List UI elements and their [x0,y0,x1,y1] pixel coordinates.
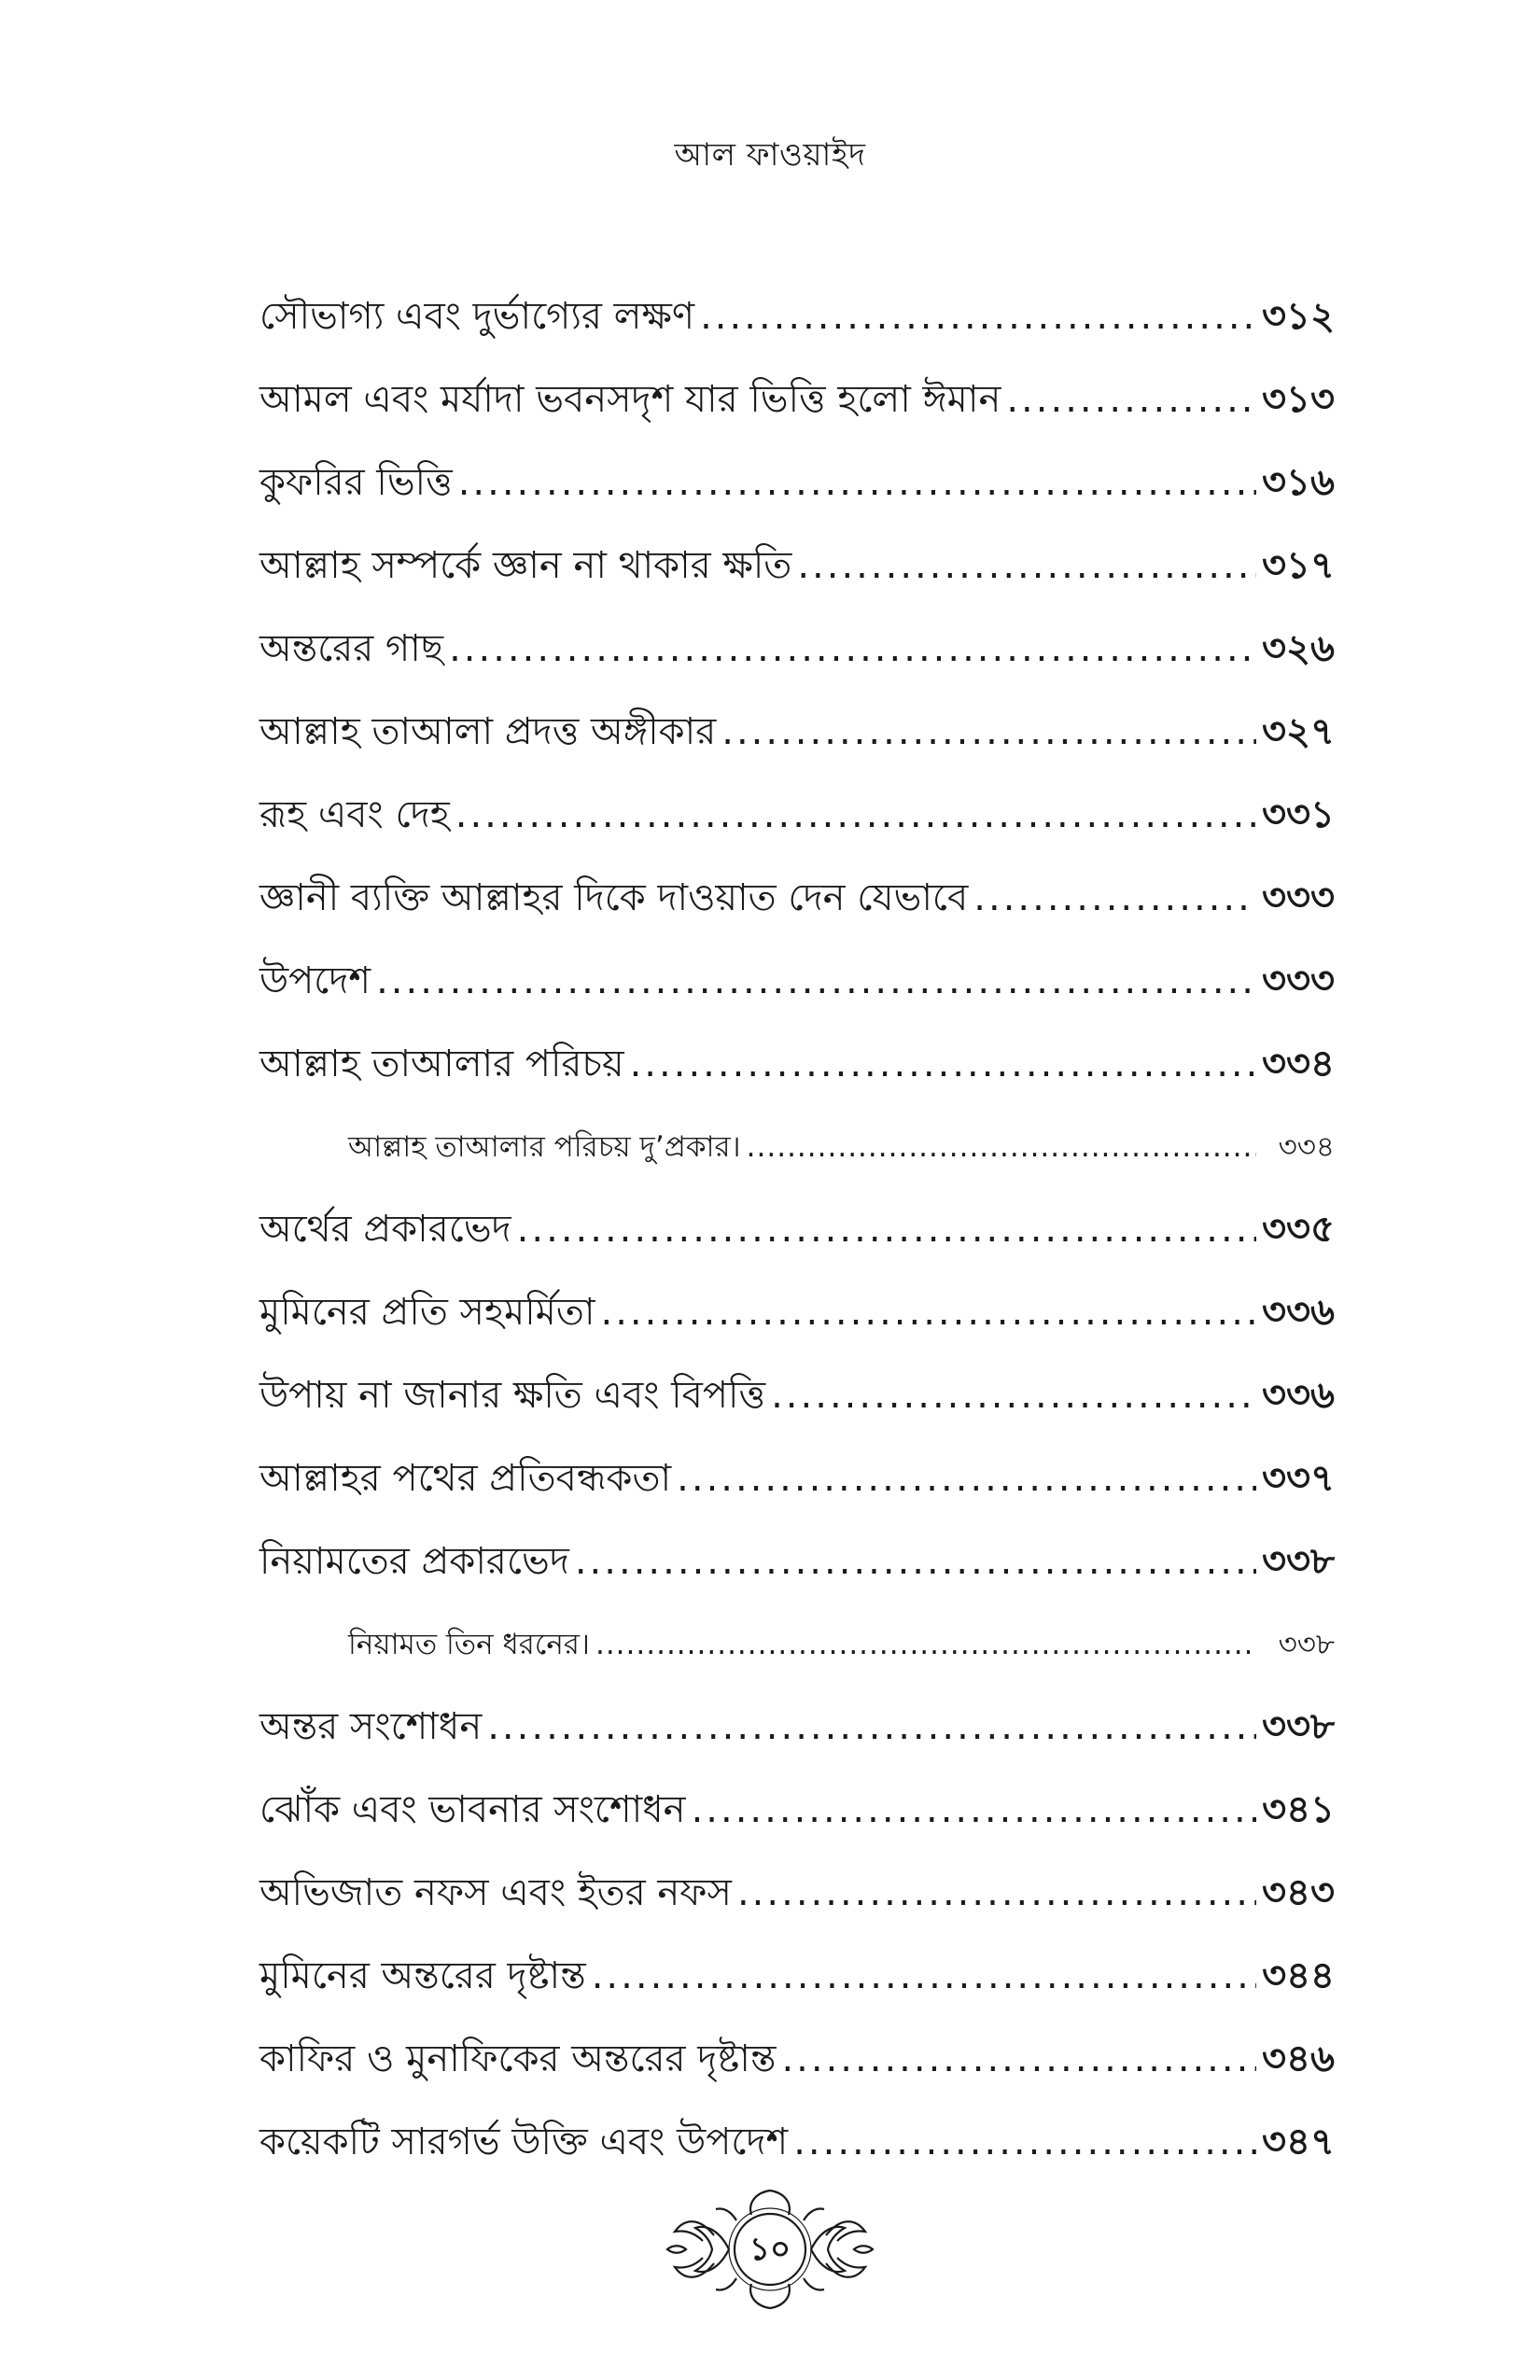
toc-entry[interactable] [259,2101,1335,2184]
dot-leader [487,1686,1256,1769]
toc-entry[interactable] [259,1354,1335,1437]
toc-entry[interactable] [259,940,1335,1023]
dot-leader [797,525,1256,608]
toc-entry-page-number: ৩৩৫ [1262,1208,1335,1251]
toc-entry-title: মুমিনের প্রতি সহমর্মিতা [259,1291,595,1334]
toc-entry[interactable] [259,1520,1335,1603]
toc-entry[interactable] [259,1686,1335,1769]
toc-entry[interactable] [259,774,1335,857]
toc-entry-page-number: ৩১৭ [1262,544,1335,587]
toc-entry-page-number: ৩৩৮ [1262,1705,1335,1748]
toc-entry-title: নিয়ামতের প্রকারভেদ [259,1540,569,1583]
toc-entry-page-number: ৩৪৬ [1262,2037,1335,2080]
toc-entry[interactable] [259,857,1335,940]
toc-entry-title: অর্থের প্রকারভেদ [259,1208,511,1251]
toc-entry-title: অভিজাত নফস এবং ইতর নফস [259,1871,732,1914]
toc-entry-title: আমল এবং মর্যাদা ভবনসদৃশ যার ভিত্তি হলো ঈমান [259,378,1001,421]
toc-entry[interactable] [259,1769,1335,1852]
toc-entry[interactable] [259,1271,1335,1354]
toc-entry-title: জ্ঞানী ব্যক্তি আল্লাহর দিকে দাওয়াত দেন যেভাবে [259,876,969,919]
dot-leader [700,275,1256,358]
toc-entry-page-number: ৩৪৩ [1262,1871,1335,1914]
toc-entry-title: কয়েকটি সারগর্ভ উক্তি এবং উপদেশ [259,2121,789,2163]
toc-entry-page-number: ৩৪৭ [1262,2121,1335,2163]
toc-entry[interactable] [259,358,1335,441]
toc-entry-page-number: ৩৪১ [1262,1788,1335,1831]
book-title: আল ফাওয়াইদ [674,136,866,174]
toc-entry-title: রূহ এবং দেহ [259,793,450,836]
toc-entry-page-number: ৩১৬ [1262,461,1335,504]
toc-subentry[interactable] [259,1106,1335,1188]
toc-entry[interactable] [259,1437,1335,1520]
toc-entry-page-number: ৩৩৪ [1278,1130,1335,1164]
dot-leader [376,940,1256,1023]
page-number-ornament [658,2179,882,2319]
toc-entry-title: উপায় না জানার ক্ষতি এবং বিপত্তি [259,1374,766,1417]
dot-leader [747,1106,1256,1188]
toc-entry[interactable] [259,525,1335,608]
toc-entry[interactable] [259,1935,1335,2018]
dot-leader [692,1769,1256,1852]
toc-entry-page-number: ৩৪৪ [1262,1954,1335,1997]
toc-entry-page-number: ৩৩৭ [1261,1457,1335,1500]
toc-entry-page-number: ৩৩৮ [1278,1628,1335,1661]
dot-leader [721,691,1256,774]
table-of-contents [259,275,1335,2184]
dot-leader [1006,358,1256,441]
toc-entry-page-number: ৩২৬ [1261,627,1335,670]
toc-entry-title: মুমিনের অন্তরের দৃষ্টান্ত [259,1954,586,1997]
dot-leader [630,1023,1256,1106]
dot-leader [781,2018,1256,2101]
dot-leader [771,1354,1256,1437]
toc-entry[interactable] [259,275,1335,358]
toc-entry-page-number: ৩৩৮ [1262,1540,1335,1583]
toc-entry[interactable] [259,1852,1335,1935]
toc-entry[interactable] [259,441,1335,525]
dot-leader [793,2101,1256,2184]
toc-subentry[interactable] [259,1603,1335,1686]
toc-entry-title: কুফরির ভিত্তি [259,461,453,504]
dot-leader [458,441,1256,525]
dot-leader [737,1852,1256,1935]
toc-entry-title: ঝোঁক এবং ভাবনার সংশোধন [259,1788,686,1831]
dot-leader [595,1603,1256,1686]
running-header [0,131,1540,184]
page-number: ১০ [749,2231,791,2268]
toc-entry-title: আল্লাহর পথের প্রতিবন্ধকতা [259,1457,672,1500]
dot-leader [517,1188,1256,1271]
toc-entry[interactable] [259,1188,1335,1271]
toc-entry-title: উপদেশ [259,959,371,1002]
toc-entry-page-number: ৩২৭ [1261,710,1335,753]
toc-entry-page-number: ৩১২ [1262,295,1335,338]
dot-leader [600,1271,1255,1354]
toc-entry-title: অন্তর সংশোধন [259,1705,483,1748]
toc-entry[interactable] [259,608,1335,691]
dot-leader [592,1935,1256,2018]
toc-entry-title: আল্লাহ তাআলা প্রদত্ত অঙ্গীকার [259,710,717,753]
toc-entry-title: কাফির ও মুনাফিকের অন্তরের দৃষ্টান্ত [259,2037,777,2080]
toc-entry-title: আল্লাহ সম্পর্কে জ্ঞান না থাকার ক্ষতি [259,544,792,587]
toc-entry[interactable] [259,691,1335,774]
dot-leader [455,774,1256,857]
toc-entry-page-number: ৩৩৬ [1261,1374,1335,1417]
toc-entry-title: আল্লাহ তাআলার পরিচয় [259,1043,624,1085]
toc-entry-title: সৌভাগ্য এবং দুর্ভাগ্যের লক্ষণ [259,295,695,338]
dot-leader [575,1520,1256,1603]
toc-entry-page-number: ৩৩৪ [1262,1043,1335,1085]
dot-leader [973,857,1256,940]
toc-entry[interactable] [259,1023,1335,1106]
toc-entry-page-number: ৩১৩ [1262,378,1335,421]
toc-entry-page-number: ৩৩৬ [1261,1291,1335,1334]
dot-leader [677,1437,1256,1520]
toc-entry-page-number: ৩৩৩ [1261,876,1335,919]
toc-entry-page-number: ৩৩৩ [1261,959,1335,1002]
toc-entry-title: অন্তরের গাছ [259,627,444,670]
toc-entry-page-number: ৩৩১ [1262,793,1335,836]
toc-entry[interactable] [259,2018,1335,2101]
dot-leader [449,608,1256,691]
toc-entry-title: নিয়ামত তিন ধরনের। [348,1628,590,1661]
toc-entry-title: আল্লাহ তাআলার পরিচয় দু’প্রকার। [348,1130,741,1164]
